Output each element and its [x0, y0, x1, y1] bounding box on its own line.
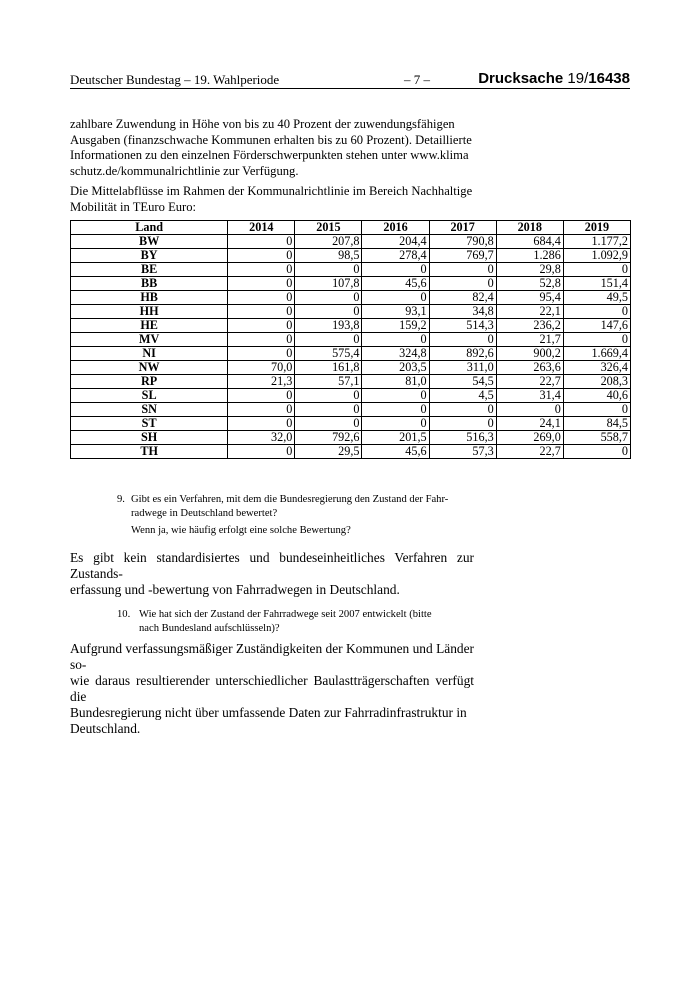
value-cell: 514,3: [429, 319, 496, 333]
land-cell: SL: [71, 389, 228, 403]
value-cell: 201,5: [362, 431, 429, 445]
value-cell: 0: [362, 263, 429, 277]
value-cell: 24,1: [496, 417, 563, 431]
column-header-2019: 2019: [563, 221, 630, 235]
value-cell: 161,8: [295, 361, 362, 375]
table-row: [71, 333, 631, 347]
text-line: erfassung und -bewertung von Fahrradwegen in Deutschland.: [70, 582, 400, 597]
value-cell: 45,6: [362, 277, 429, 291]
header-publication: Deutscher Bundestag – 19. Wahlperiode: [70, 72, 280, 87]
table-row: [71, 235, 631, 249]
value-cell: 98,5: [295, 249, 362, 263]
value-cell: 0: [429, 333, 496, 347]
table-header-row: [71, 221, 631, 235]
question-9-followup: Wenn ja, wie häufig erfolgt eine solche Bewertung?: [131, 525, 351, 536]
text-line: Bundesregierung nicht über umfassende Daten zur Fahrradinfrastruktur in: [70, 705, 467, 720]
land-cell: TH: [71, 445, 228, 459]
value-cell: 0: [563, 305, 630, 319]
value-cell: 0: [429, 263, 496, 277]
value-cell: 0: [295, 263, 362, 277]
table-row: [71, 417, 631, 431]
value-cell: 57,1: [295, 375, 362, 389]
question-9: [117, 493, 475, 521]
question-number: 9.: [117, 494, 125, 505]
table-row: [71, 431, 631, 445]
column-header-2015: 2015: [295, 221, 362, 235]
value-cell: 0: [563, 263, 630, 277]
land-cell: BW: [71, 235, 228, 249]
value-cell: 22,7: [496, 445, 563, 459]
value-cell: 0: [228, 277, 295, 291]
table-row: [71, 375, 631, 389]
value-cell: 0: [563, 333, 630, 347]
column-header-land: Land: [71, 221, 228, 235]
text-line: Wie hat sich der Zustand der Fahrradwege seit 2007 entwickelt (bitte: [139, 609, 432, 620]
document-number: [478, 70, 630, 87]
land-cell: BE: [71, 263, 228, 277]
text-line: Deutschland.: [70, 721, 141, 736]
value-cell: 0: [295, 417, 362, 431]
question-text: [131, 493, 475, 521]
value-cell: 0: [228, 305, 295, 319]
value-cell: 1.092,9: [563, 249, 630, 263]
land-cell: NW: [71, 361, 228, 375]
value-cell: 0: [228, 389, 295, 403]
value-cell: 0: [228, 291, 295, 305]
text-line: radwege in Deutschland bewertet?: [131, 508, 278, 519]
value-cell: 0: [228, 403, 295, 417]
value-cell: 0: [228, 263, 295, 277]
text-line: Aufgrund verfassungsmäßiger Zuständigkeiten der Kommunen und Länder so-: [70, 641, 474, 672]
value-cell: 95,4: [496, 291, 563, 305]
value-cell: 684,4: [496, 235, 563, 249]
page-number: – 7 –: [404, 72, 430, 87]
value-cell: 769,7: [429, 249, 496, 263]
document-number-prefix: 19/: [567, 70, 589, 87]
land-cell: HH: [71, 305, 228, 319]
column-header-2017: 2017: [429, 221, 496, 235]
land-cell: RP: [71, 375, 228, 389]
value-cell: 0: [228, 347, 295, 361]
table-row: [71, 389, 631, 403]
value-cell: 147,6: [563, 319, 630, 333]
value-cell: 311,0: [429, 361, 496, 375]
value-cell: 81,0: [362, 375, 429, 389]
column-header-2014: 2014: [228, 221, 295, 235]
value-cell: 54,5: [429, 375, 496, 389]
value-cell: 0: [362, 291, 429, 305]
text-line: Die Mittelabflüsse im Rahmen der Kommunalrichtlinie im Bereich Nachhaltige: [70, 184, 473, 198]
land-cell: SN: [71, 403, 228, 417]
value-cell: 516,3: [429, 431, 496, 445]
text-line: zahlbare Zuwendung in Höhe von bis zu 40 Prozent der zuwendungsfähigen: [70, 117, 455, 131]
value-cell: 0: [362, 403, 429, 417]
value-cell: 0: [429, 417, 496, 431]
funding-table: [70, 220, 631, 459]
value-cell: 575,4: [295, 347, 362, 361]
value-cell: 0: [295, 291, 362, 305]
value-cell: 0: [228, 235, 295, 249]
text-line: Ausgaben (finanzschwache Kommunen erhalten bis zu 60 Prozent). Detaillierte: [70, 132, 472, 147]
value-cell: 4,5: [429, 389, 496, 403]
value-cell: 22,7: [496, 375, 563, 389]
table-row: [71, 263, 631, 277]
land-cell: ST: [71, 417, 228, 431]
table-intro-paragraph: [70, 184, 474, 215]
value-cell: 159,2: [362, 319, 429, 333]
value-cell: 0: [228, 445, 295, 459]
table-row: [71, 249, 631, 263]
value-cell: 0: [228, 417, 295, 431]
land-cell: NI: [71, 347, 228, 361]
value-cell: 45,6: [362, 445, 429, 459]
value-cell: 900,2: [496, 347, 563, 361]
value-cell: 107,8: [295, 277, 362, 291]
question-text: [139, 608, 475, 636]
value-cell: 0: [295, 305, 362, 319]
value-cell: 324,8: [362, 347, 429, 361]
value-cell: 70,0: [228, 361, 295, 375]
land-cell: MV: [71, 333, 228, 347]
value-cell: 0: [362, 417, 429, 431]
value-cell: 790,8: [429, 235, 496, 249]
value-cell: 82,4: [429, 291, 496, 305]
text-line: schutz.de/kommunalrichtlinie zur Verfügung.: [70, 163, 299, 178]
table-row: [71, 305, 631, 319]
value-cell: 49,5: [563, 291, 630, 305]
value-cell: 0: [228, 333, 295, 347]
value-cell: 204,4: [362, 235, 429, 249]
value-cell: 21,3: [228, 375, 295, 389]
table-body: [71, 235, 631, 459]
value-cell: 208,3: [563, 375, 630, 389]
value-cell: 0: [228, 319, 295, 333]
value-cell: 0: [563, 445, 630, 459]
value-cell: 40,6: [563, 389, 630, 403]
document-label: Drucksache: [478, 70, 564, 87]
table-row: [71, 445, 631, 459]
value-cell: 0: [295, 389, 362, 403]
table-row: [71, 277, 631, 291]
land-cell: BY: [71, 249, 228, 263]
text-line: Gibt es ein Verfahren, mit dem die Bundesregierung den Zustand der Fahr-: [131, 494, 449, 505]
value-cell: 29,8: [496, 263, 563, 277]
value-cell: 193,8: [295, 319, 362, 333]
answer-10: [70, 641, 474, 737]
value-cell: 558,7: [563, 431, 630, 445]
text-line: Informationen zu den einzelnen Förderschwerpunkten stehen unter www.klima: [70, 148, 469, 162]
value-cell: 203,5: [362, 361, 429, 375]
question-number: 10.: [117, 609, 131, 620]
value-cell: 22,1: [496, 305, 563, 319]
value-cell: 263,6: [496, 361, 563, 375]
value-cell: 0: [295, 403, 362, 417]
text-line: wie daraus resultierender unterschiedlicher Baulastträgerschaften verfügt die: [70, 673, 474, 704]
value-cell: 236,2: [496, 319, 563, 333]
table-row: [71, 361, 631, 375]
land-cell: SH: [71, 431, 228, 445]
value-cell: 892,6: [429, 347, 496, 361]
value-cell: 278,4: [362, 249, 429, 263]
value-cell: 52,8: [496, 277, 563, 291]
answer-9: [70, 550, 474, 598]
value-cell: 32,0: [228, 431, 295, 445]
value-cell: 0: [429, 277, 496, 291]
document-number-value: 16438: [588, 70, 630, 87]
table-row: [71, 403, 631, 417]
land-cell: HE: [71, 319, 228, 333]
value-cell: 151,4: [563, 277, 630, 291]
land-cell: HB: [71, 291, 228, 305]
value-cell: 34,8: [429, 305, 496, 319]
page-header: [70, 70, 630, 89]
value-cell: 1.286: [496, 249, 563, 263]
value-cell: 792,6: [295, 431, 362, 445]
table-row: [71, 319, 631, 333]
text-line: Es gibt kein standardisiertes und bundeseinheitliches Verfahren zur Zustands-: [70, 550, 474, 581]
value-cell: 57,3: [429, 445, 496, 459]
value-cell: 29,5: [295, 445, 362, 459]
value-cell: 0: [563, 403, 630, 417]
value-cell: 0: [496, 403, 563, 417]
column-header-2016: 2016: [362, 221, 429, 235]
value-cell: 0: [429, 403, 496, 417]
value-cell: 21,7: [496, 333, 563, 347]
value-cell: 1.177,2: [563, 235, 630, 249]
value-cell: 0: [362, 389, 429, 403]
value-cell: 0: [362, 333, 429, 347]
text-line: nach Bundesland aufschlüsseln)?: [139, 623, 280, 634]
value-cell: 93,1: [362, 305, 429, 319]
value-cell: 84,5: [563, 417, 630, 431]
column-header-2018: 2018: [496, 221, 563, 235]
value-cell: 0: [295, 333, 362, 347]
value-cell: 269,0: [496, 431, 563, 445]
question-10: [117, 608, 475, 636]
land-cell: BB: [71, 277, 228, 291]
table-row: [71, 347, 631, 361]
value-cell: 1.669,4: [563, 347, 630, 361]
value-cell: 326,4: [563, 361, 630, 375]
text-line: Mobilität in TEuro Euro:: [70, 199, 197, 214]
table-row: [71, 291, 631, 305]
value-cell: 0: [228, 249, 295, 263]
funding-paragraph: [70, 117, 474, 179]
value-cell: 31,4: [496, 389, 563, 403]
value-cell: 207,8: [295, 235, 362, 249]
